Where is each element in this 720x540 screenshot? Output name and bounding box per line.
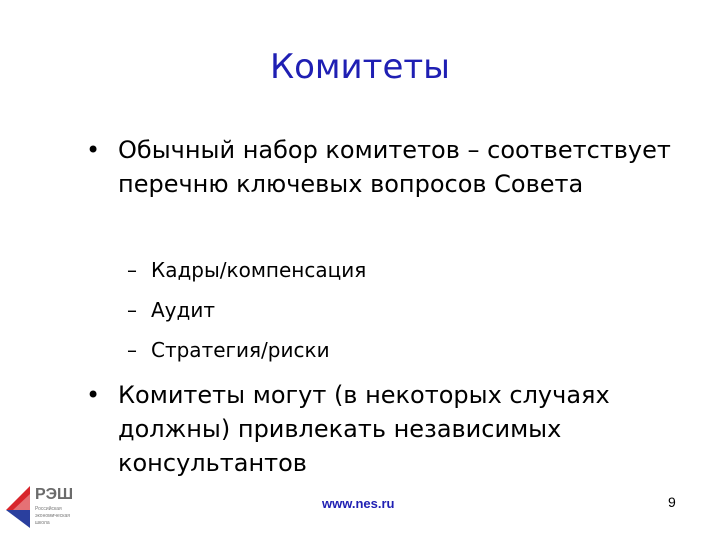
subitem-marker: – — [127, 338, 137, 362]
subitem-marker: – — [127, 258, 137, 282]
bullet-1 — [86, 133, 676, 201]
bullet-text: Обычный набор комитетов – соответствует перечню ключевых вопросов Совета — [118, 136, 671, 198]
subitem-2 — [127, 297, 647, 323]
slide-title: Комитеты — [269, 47, 451, 87]
subitem-text: Кадры/компенсация — [151, 258, 367, 282]
subitem-text: Стратегия/риски — [151, 338, 330, 362]
nes-logo — [4, 482, 84, 536]
nes-logo-mark-icon — [4, 484, 32, 530]
bullet-2 — [86, 378, 676, 480]
bullet-text: Комитеты могут (в некоторых случаях должны) привлекать независимых консультантов — [118, 381, 610, 477]
subitem-3 — [127, 337, 647, 363]
subitem-1 — [127, 257, 647, 283]
logo-name: РЭШ — [35, 486, 74, 503]
subitem-marker: – — [127, 298, 137, 322]
bullet-marker: • — [86, 381, 101, 409]
footer-url[interactable]: www.nes.ru — [322, 496, 395, 511]
logo-subtitle: Российская экономическая школа — [35, 506, 71, 526]
bullet-marker: • — [86, 136, 101, 164]
subitem-text: Аудит — [151, 298, 215, 322]
page-number: 9 — [668, 494, 676, 510]
